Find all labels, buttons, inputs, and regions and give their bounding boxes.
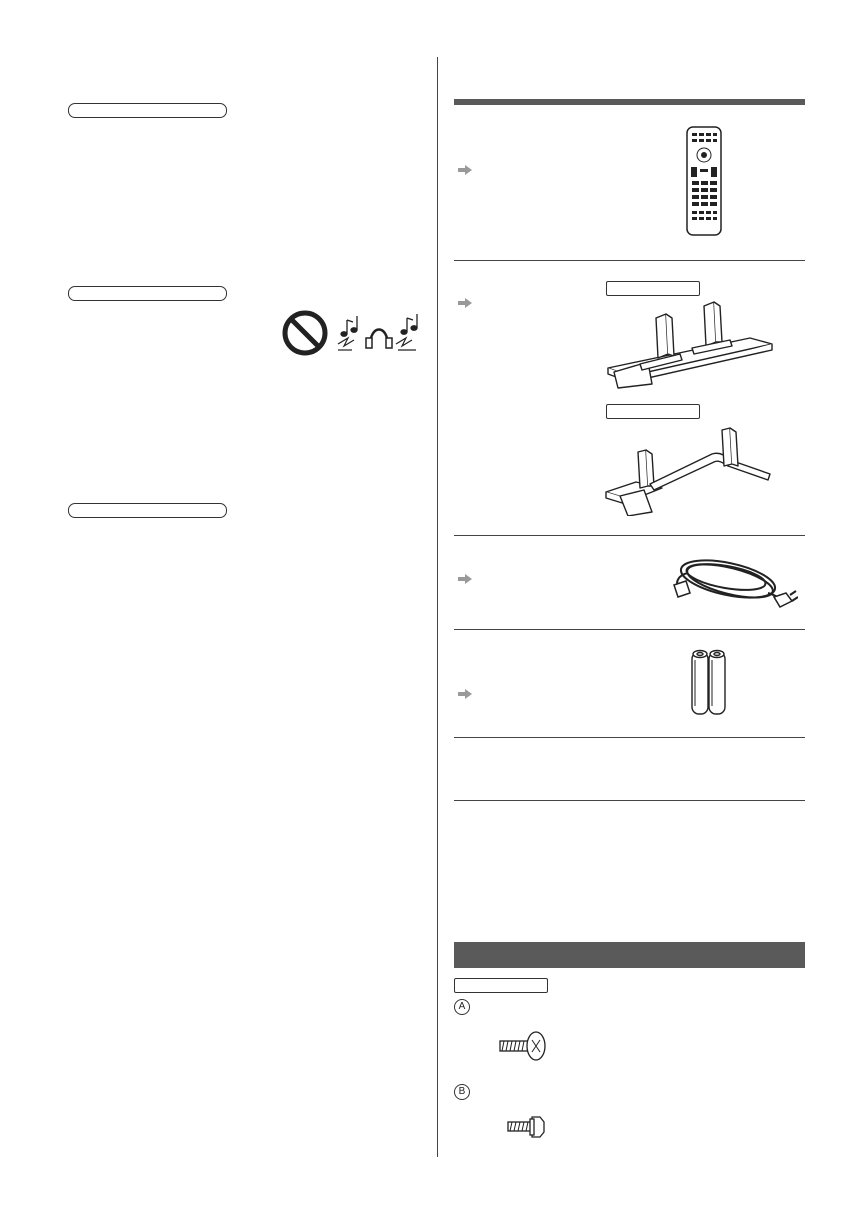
divider-2 — [454, 535, 805, 536]
divider-4 — [454, 737, 805, 738]
arrow-right-icon — [458, 574, 472, 584]
headphones-icon — [336, 310, 422, 356]
screws-tag — [454, 978, 548, 993]
batteries-image — [689, 646, 729, 718]
pedestal-image-2 — [600, 424, 780, 516]
divider-3 — [454, 629, 805, 630]
pedestal-image-1 — [600, 298, 780, 390]
screws-header-bar — [454, 942, 805, 968]
pedestal-variant-label-1 — [606, 281, 700, 296]
screw-icon — [506, 1114, 548, 1140]
no-symbol-icon — [280, 308, 330, 358]
screw-icon — [498, 1030, 548, 1062]
section-label-3 — [68, 503, 227, 518]
screws-header-text — [454, 948, 462, 962]
arrow-right-icon — [458, 165, 472, 175]
pedestal-variant-label-2 — [606, 404, 700, 419]
section-label-1 — [68, 103, 227, 118]
divider-1 — [454, 260, 805, 261]
section-label-2 — [68, 286, 227, 301]
divider-5 — [454, 800, 805, 801]
accessories-header-bar — [454, 99, 805, 105]
screw-a-marker: A — [454, 999, 470, 1015]
remote-control-image — [685, 125, 723, 237]
arrow-right-icon — [458, 689, 472, 699]
arrow-right-icon — [458, 298, 472, 308]
column-divider — [437, 57, 438, 1157]
mains-lead-image — [668, 549, 798, 619]
screw-b-marker: B — [454, 1084, 470, 1100]
